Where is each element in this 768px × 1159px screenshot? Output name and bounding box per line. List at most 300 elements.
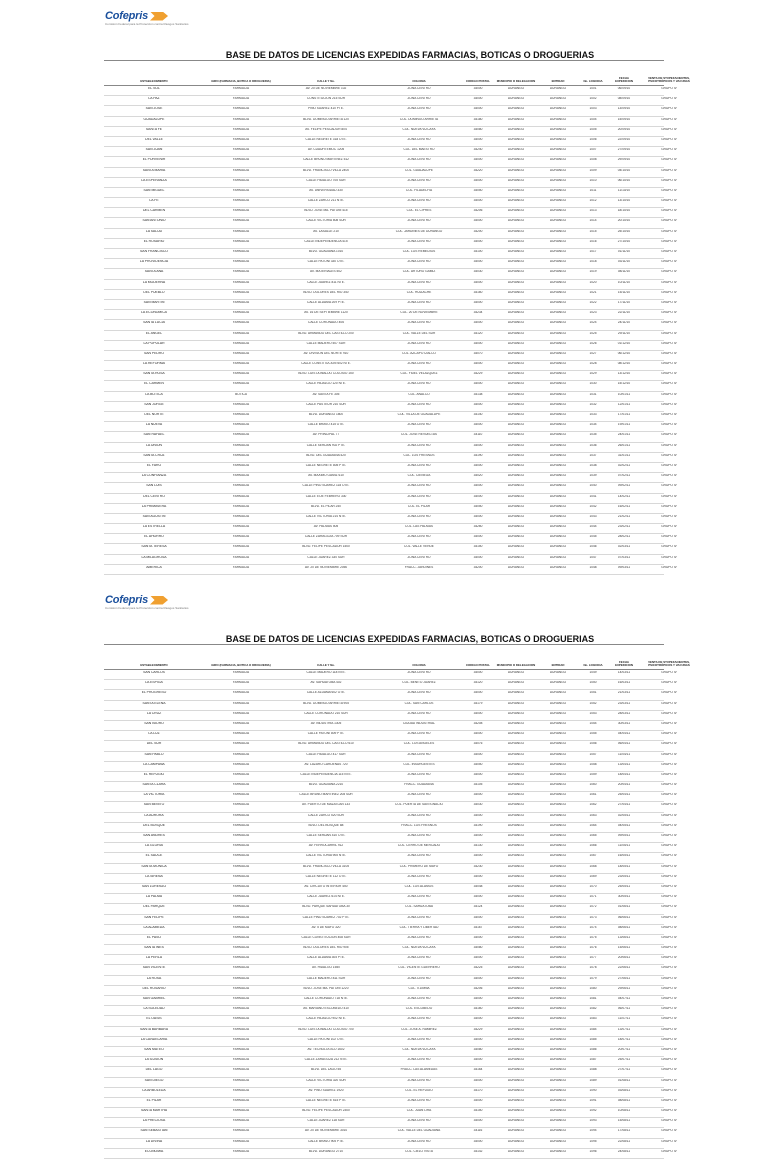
cell-municipio: DURANGO [507,423,525,427]
cell-colonia: FRACC. LAS ALAMEDAS [400,1068,438,1072]
cell-entidad: DURANGO [549,1139,567,1143]
cell-establecimiento: LA VICTORIA [143,793,165,797]
cell-fecha: 16/02/11 [617,504,631,508]
cell-establecimiento: LA PERLA [145,956,163,960]
cell-restriccion: GRUPO IV [661,290,677,294]
cell-municipio: DURANGO [507,158,525,162]
cell-establecimiento: LA GLORIA [145,844,163,848]
cell-fecha: 10/01/11 [617,392,631,396]
table-row [104,1047,677,1057]
cell-restriccion: GRUPO IV [661,925,677,929]
cell-establecimiento: SAN CARLOS [143,671,165,674]
cell-municipio: DURANGO [507,1149,525,1153]
cell-entidad: DURANGO [549,671,567,674]
cell-colonia: ZONA CENTRO [407,494,431,498]
table-row [104,188,677,198]
cell-entidad: DURANGO [549,280,567,284]
cell-restriccion: GRUPO IV [661,1109,677,1113]
cell-licencia: 1083 [589,1017,597,1021]
cell-restriccion: GRUPO IV [661,976,677,980]
cell-entidad: DURANGO [549,925,567,929]
cell-establecimiento: LA MODERNA [142,280,166,284]
cell-establecimiento: LA ESPIGA [145,681,163,685]
cell-giro: FARMACIA [232,864,250,868]
cell-calle: CALLE CONSTITUCION 602 NTE. [301,362,351,366]
cell-entidad: DURANGO [549,239,567,243]
cell-licencia: 1060 [589,783,597,787]
col-header-giro: GIRO (FARMACIA, BOTICA O DROGUERIA) [211,78,271,83]
cell-giro: FARMACIA [232,793,250,797]
cell-restriccion: GRUPO IV [661,321,677,325]
cell-fecha: 28/02/11 [617,535,631,539]
cell-municipio: DURANGO [507,484,525,488]
cell-licencia: 1006 [589,137,597,141]
cell-licencia: 1078 [589,966,597,970]
cell-establecimiento: LA NUEVA [145,423,163,427]
cell-giro: FARMACIA [232,854,250,858]
cell-establecimiento: SAN JUAN [145,148,163,152]
cell-licencia: 1090 [589,1088,597,1092]
cell-entidad: DURANGO [549,514,567,518]
col-header-fecha: FECHA EXPEDICION [615,659,633,667]
cell-giro: FARMACIA [232,250,250,253]
cell-fecha: 01/11/10 [617,250,631,253]
table-row [104,106,677,116]
cell-fecha: 17/11/10 [617,300,631,304]
cell-establecimiento: SANTA FE [145,127,163,131]
cell-colonia: ZONA CENTRO [407,484,431,488]
cell-entidad: DURANGO [549,1058,567,1062]
cell-calle: AV. INDUSTRIA 1305 [310,721,342,725]
cell-giro: FARMACIA [232,721,250,725]
cell-colonia: ZONA CENTRO [407,1098,431,1102]
cell-establecimiento: LA ILUSION [144,1058,164,1062]
cell-establecimiento: LA POPULAR [143,341,165,345]
cell-fecha: 21/03/11 [617,691,631,695]
table-row [104,463,677,473]
cell-licencia: 1003 [589,107,597,111]
cell-codigo-postal: 34076 [473,742,483,746]
cell-colonia: ZONA CENTRO [407,514,431,518]
cell-codigo-postal: 34140 [473,413,483,416]
cell-entidad: DURANGO [549,392,567,396]
cell-licencia: 1009 [589,168,597,172]
cell-fecha: 13/04/11 [617,762,631,766]
cell-municipio: DURANGO [507,1068,525,1072]
cell-entidad: DURANGO [549,372,567,376]
cell-licencia: 1070 [589,884,597,888]
cell-giro: FARMACIA [232,362,250,366]
cell-restriccion: GRUPO IV [661,1037,677,1041]
cell-giro: FARMACIA [232,555,250,559]
cell-restriccion: GRUPO IV [661,986,677,990]
cell-entidad: DURANGO [549,793,567,797]
cell-establecimiento: SAN PABLO [144,752,164,756]
cell-municipio: DURANGO [507,874,525,878]
table-row [104,239,677,249]
cell-calle: CONSTITUCION 215 SUR [306,97,346,101]
cell-municipio: DURANGO [507,905,525,909]
cell-codigo-postal: 34000 [473,199,483,203]
cell-colonia: ZONA CENTRO [407,362,431,366]
col-header-establecimiento: ESTABLECIMIENTO [140,78,168,83]
cell-codigo-postal: 34240 [473,148,483,152]
cell-calle: AV. FELIPE PESCADOR 804 [305,127,347,131]
cell-calle: CALLE VICTORIA 608 SUR [306,219,346,223]
cell-entidad: DURANGO [549,137,567,141]
cell-restriccion: GRUPO IV [661,199,677,203]
cell-codigo-postal: 34000 [473,239,483,243]
cell-colonia: ZONA CENTRO [407,463,431,467]
cell-fecha: 01/08/11 [617,1078,631,1082]
cell-codigo-postal: 34000 [473,1098,483,1102]
cell-calle: CALLE PATONI 330 OTE. [307,260,345,264]
table-row [104,833,677,843]
cell-colonia: COL. SAN CARLOS [404,701,434,705]
cell-establecimiento: EL ANGEL [145,331,163,335]
cell-giro: FARMACIA [232,382,250,386]
cell-codigo-postal: 34030 [473,803,483,807]
cell-municipio: DURANGO [507,453,525,457]
cell-codigo-postal: 34050 [473,504,483,508]
col-header-municipio: MUNICIPIO O DELEGACION [496,78,536,83]
cell-restriccion: GRUPO IV [661,250,677,253]
cell-restriccion: GRUPO IV [661,671,677,674]
cell-giro: FARMACIA [232,1149,250,1153]
cell-municipio: DURANGO [507,671,525,674]
cell-licencia: 1067 [589,854,597,858]
table-row [104,945,677,955]
cell-giro: FARMACIA [232,732,250,736]
cell-calle: CALLE VICTORIA 320 SUR [306,1078,346,1082]
cell-restriccion: GRUPO IV [661,372,677,376]
cell-municipio: DURANGO [507,199,525,203]
cell-colonia: COL. SAHUATOBA [405,905,433,909]
cell-licencia: 1011 [589,188,597,192]
col-header-restriccion: VENTA DE STUPEFACIENTES, PSICOTRÓPICOS Y VACUNAS [648,75,690,83]
cell-codigo-postal: 34000 [473,321,483,325]
cell-codigo-postal: 34000 [473,402,483,406]
cell-restriccion: GRUPO IV [661,209,677,213]
cell-entidad: DURANGO [549,168,567,172]
cell-licencia: 1053 [589,711,597,715]
cell-giro: FARMACIA [232,474,250,478]
cell-entidad: DURANGO [549,351,567,355]
cell-calle: BLVD. DURANGO 1800 [308,413,344,416]
col-header-colonia: COLONIA [412,662,426,667]
table-row [104,1088,677,1098]
cell-licencia: 1004 [589,117,597,121]
cell-restriccion: GRUPO IV [661,351,677,355]
cell-giro: FARMACIA [232,321,250,325]
cell-restriccion: GRUPO IV [661,884,677,888]
cell-licencia: 1028 [589,362,597,366]
cell-fecha: 10/08/11 [617,1109,631,1113]
table-row [104,1027,677,1037]
cell-codigo-postal: 34150 [473,1109,483,1113]
cell-establecimiento: EL PASO [146,935,162,939]
cell-fecha: 11/05/11 [618,844,630,848]
cell-fecha: 10/11/10 [617,280,631,284]
cell-licencia: 1043 [589,514,597,518]
cell-municipio: DURANGO [507,474,525,478]
cell-restriccion: GRUPO IV [661,772,677,776]
cell-giro: FARMACIA [232,290,250,294]
cell-licencia: 1076 [589,946,597,950]
cell-licencia: 1039 [589,474,597,478]
cell-municipio: DURANGO [507,341,525,345]
cell-codigo-postal: 34000 [473,834,483,837]
cell-codigo-postal: 34000 [473,895,483,899]
cell-giro: FARMACIA [232,300,250,304]
col-header-codigo-postal: CODIGO POSTAL [465,662,491,667]
cell-establecimiento: SAN JOSE [145,107,163,111]
cell-licencia: 1051 [589,691,597,695]
cell-colonia: COL. TIERRA Y LIBERTAD [399,925,439,929]
table-row [104,422,677,432]
cell-licencia: 1059 [589,772,597,776]
cell-restriccion: GRUPO IV [661,545,677,549]
cell-fecha: 08/08/11 [617,1098,631,1102]
cell-licencia: 1089 [589,1078,597,1082]
cell-restriccion: GRUPO IV [661,443,677,447]
cell-fecha: 01/06/11 [617,905,631,909]
cell-entidad: DURANGO [549,1098,567,1102]
cell-calle: CALLE ZARAGOZA 212 NTE. [304,1058,348,1062]
cell-restriccion: GRUPO IV [661,1088,677,1092]
logo-wordmark: Cofepris [105,594,149,606]
cell-codigo-postal: 34000 [473,178,483,182]
cell-calle: BLVD. DOMINGO ARRIETA 120 [303,117,349,121]
table-row [104,701,677,711]
cell-colonia: ZONA CENTRO [407,895,431,899]
cell-entidad: DURANGO [549,127,567,131]
table-row [104,874,677,884]
cell-entidad: DURANGO [549,1119,567,1123]
cell-giro: FARMACIA [232,742,250,746]
cell-giro: FARMACIA [232,895,250,899]
cell-restriccion: GRUPO IV [661,742,677,746]
cell-licencia: 1034 [589,423,597,427]
cell-municipio: DURANGO [507,1129,525,1133]
cell-giro: FARMACIA [232,209,250,213]
cell-municipio: DURANGO [507,915,525,919]
cell-giro: FARMACIA [232,433,250,437]
cell-fecha: 30/03/11 [617,721,631,725]
cell-restriccion: GRUPO IV [661,392,677,396]
cell-calle: CALLE PASTEUR 210 SUR [306,402,346,406]
col-header-establecimiento: ESTABLECIMIENTO [140,662,168,667]
logo-arrow-icon [150,596,168,605]
cell-calle: CALLE CONSTITUCION 408 SUR [301,935,351,939]
cell-colonia: COL. LOS REMEDIOS [402,250,436,253]
cell-entidad: DURANGO [549,525,567,529]
cell-entidad: DURANGO [549,494,567,498]
cell-entidad: DURANGO [549,1007,567,1011]
cell-establecimiento: EL SOL [148,87,160,90]
cell-entidad: DURANGO [549,341,567,345]
cell-calle: CALLE ZARAGOZA 709 SUR [304,535,348,539]
cell-codigo-postal: 34225 [473,966,483,970]
cell-entidad: DURANGO [549,854,567,858]
table-row [104,782,677,792]
cell-licencia: 1019 [589,270,597,274]
cell-codigo-postal: 34000 [473,1139,483,1143]
cell-entidad: DURANGO [549,997,567,1000]
cell-colonia: ZONA CENTRO [407,382,431,386]
col-header-colonia: COLONIA [412,78,426,83]
cell-establecimiento: LA PALMA [145,895,163,899]
cell-fecha: 09/02/11 [617,484,631,488]
cell-calle: BLVD. ARMANDO DEL CASTILLO 610 [298,742,354,746]
cell-codigo-postal: 34030 [473,270,483,274]
cell-entidad: DURANGO [549,1037,567,1041]
cell-codigo-postal: 34000 [473,976,483,980]
cell-restriccion: GRUPO IV [661,1129,677,1133]
table-row [104,280,677,290]
cell-fecha: 11/07/11 [618,1017,630,1021]
cell-licencia: 1018 [589,260,597,264]
cell-codigo-postal: 34000 [473,158,483,162]
cell-giro: FARMACIA [232,514,250,518]
cell-entidad: DURANGO [549,219,567,223]
cell-giro: FARMACIA [232,671,250,674]
cell-colonia: ZONA CENTRO [407,423,431,427]
cell-codigo-postal: 34000 [473,107,483,111]
cell-municipio: DURANGO [507,966,525,970]
cell-giro: FARMACIA [232,986,250,990]
table-row [104,565,677,575]
cell-establecimiento: LA PRECIOSA [142,1119,166,1123]
table-row [104,86,677,96]
table-row [104,494,677,504]
cell-fecha: 13/09/10 [617,107,631,111]
cell-colonia: COL. ITZIMNA [408,986,430,990]
col-header-entidad: ENTIDAD [551,662,565,667]
table-row [104,453,677,463]
cell-giro: FARMACIA [232,915,250,919]
cell-giro: FARMACIA [232,504,250,508]
cell-fecha: 15/11/10 [617,290,631,294]
cell-fecha: 13/12/10 [617,372,631,376]
cell-licencia: 1057 [589,752,597,756]
table-row [104,361,677,371]
cell-fecha: 14/02/11 [617,494,631,498]
cell-entidad: DURANGO [549,443,567,447]
cell-giro: FARMACIA [232,1129,250,1133]
cell-fecha: 25/07/11 [617,1058,631,1062]
cell-calle: BLVD. DOLORES DEL RIO 905 [303,946,349,950]
cell-giro: FARMACIA [232,280,250,284]
cell-colonia: ZONA CENTRO [407,732,431,736]
cell-fecha: 21/02/11 [617,514,631,518]
cell-colonia: ZONA CENTRO [407,1119,431,1123]
cell-licencia: 1071 [589,895,597,899]
cell-giro: FARMACIA [232,1098,250,1102]
col-header-licencia: No. LICENCIA [583,662,603,667]
cell-restriccion: GRUPO IV [661,178,677,182]
cell-municipio: DURANGO [507,986,525,990]
table-row [104,884,677,894]
table-row [104,823,677,833]
cell-municipio: DURANGO [507,188,525,192]
cell-municipio: DURANGO [507,148,525,152]
cell-establecimiento: LA SOLEDAD [143,1007,165,1011]
cell-establecimiento: SAN LORENZO [141,884,167,888]
cell-establecimiento: SANTA ROSA [143,372,165,376]
table-row [104,300,677,310]
cell-entidad: DURANGO [549,413,567,416]
cell-licencia: 1086 [589,1047,597,1051]
document-title: BASE DE DATOS DE LICENCIAS EXPEDIDAS FARMACIAS, BOTICAS O DROGUERIAS [225,634,595,644]
cell-municipio: DURANGO [507,463,525,467]
cell-restriccion: GRUPO IV [661,107,677,111]
cell-calle: AV. LAZARO CARDENAS 720 [304,762,348,766]
cell-establecimiento: SAN RAFAEL [143,433,165,437]
cell-entidad: DURANGO [549,1149,567,1153]
cell-calle: PINO SUAREZ 410 PTE. [308,107,344,111]
cell-colonia: COL. BENITO JUAREZ [402,681,436,685]
cell-fecha: 27/06/11 [617,976,631,980]
table-row [104,534,677,544]
cell-calle: BLVD. DEL LAGO 55 [310,1068,342,1072]
cell-municipio: DURANGO [507,1027,525,1031]
cell-licencia: 1044 [589,525,597,529]
cell-establecimiento: DEL NORTE [144,413,164,416]
col-header-entidad: ENTIDAD [551,78,565,83]
cell-colonia: COL. LOS ALAMOS [404,884,434,888]
cell-giro: FARMACIA [232,691,250,695]
cell-entidad: DURANGO [549,484,567,488]
cell-licencia: 1068 [589,864,597,868]
cell-restriccion: GRUPO IV [661,895,677,899]
cell-municipio: DURANGO [507,433,525,437]
table-row [104,117,677,127]
table-row [104,680,677,690]
cell-codigo-postal: 34000 [473,97,483,101]
cell-colonia: ZONA CENTRO [407,854,431,858]
cell-codigo-postal: 34000 [473,514,483,518]
cell-restriccion: GRUPO IV [661,813,677,817]
cell-licencia: 1025 [589,331,597,335]
cell-fecha: 17/01/11 [617,413,631,416]
cell-colonia: ZONA CENTRO [407,555,431,559]
cell-restriccion: GRUPO IV [661,935,677,939]
cell-restriccion: GRUPO IV [661,823,677,827]
cell-establecimiento: GUADALUPE [143,117,165,121]
cell-establecimiento: LA ROSA [146,976,162,980]
cell-colonia: ZONA CENTRO [407,956,431,960]
cell-restriccion: GRUPO IV [661,874,677,878]
cell-licencia: 1091 [589,1098,597,1102]
cell-restriccion: GRUPO IV [661,514,677,518]
cell-colonia: ZONA CENTRO [407,671,431,674]
cell-colonia: ZONA CENTRO [407,1058,431,1062]
cell-calle: AV. 20 DE NOVIEMBRE 102 [305,87,347,90]
cell-municipio: DURANGO [507,178,525,182]
cell-municipio: DURANGO [507,239,525,243]
cell-entidad: DURANGO [549,986,567,990]
cell-fecha: 01/12/10 [617,341,631,345]
cell-giro: FARMACIA [232,1139,250,1143]
cell-municipio: DURANGO [507,351,525,355]
cell-codigo-postal: 34070 [473,351,483,355]
cell-calle: CALLE VICTORIA 214 NTE. [305,514,347,518]
cell-restriccion: GRUPO IV [661,762,677,766]
cell-codigo-postal: 34000 [473,494,483,498]
cell-municipio: DURANGO [507,1058,525,1062]
table-row [104,229,677,239]
